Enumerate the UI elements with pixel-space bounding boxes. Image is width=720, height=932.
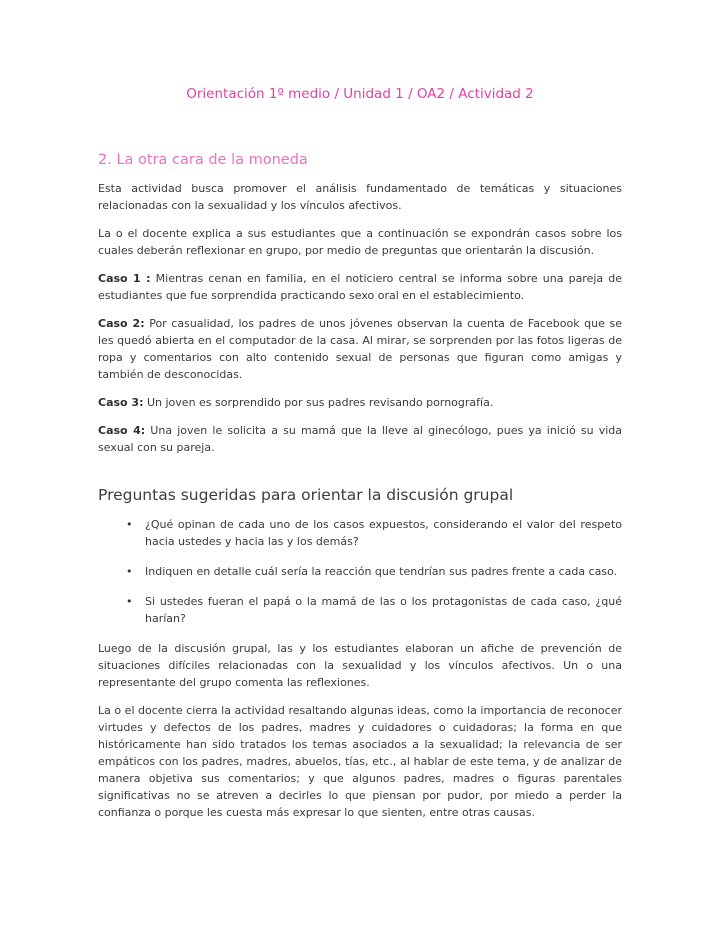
case-text: Un joven es sorprendido por sus padres revisando pornografía. [146,396,494,409]
case-paragraph [98,315,622,383]
intro-paragraph: Esta actividad busca promover el análisis fundamentado de temáticas y situaciones relacionadas con la sexualidad y los vínculos afectivos. [98,182,622,212]
case-label: Caso 1 : [98,272,151,285]
questions-heading: Preguntas sugeridas para orientar la discusión grupal [98,486,514,504]
case-label: Caso 2: [98,317,145,330]
document-title: Orientación 1º medio / Unidad 1 / OA2 / Actividad 2 [186,86,534,102]
document-page [98,0,622,821]
closing-paragraph: La o el docente cierra la actividad resaltando algunas ideas, como la importancia de reconocer virtudes y defectos de los padres, madres y cuidadores o cuidadoras; la forma en que históricamente han sido tratados los temas asociados a la sexualidad; la relevancia de ser empáticos con los padres, madres, abuelos, tías, etc., al hablar de este tema, y de analizar de manera objetiva sus comentarios; y que algunos padres, madres o figuras parentales significativas no se atreven a decirles lo que piensan por pudor, por miedo a perder la confianza o porque les cuesta más expresar lo que sienten, entre otras causas. [98,704,622,819]
question-item: • Si ustedes fueran el papá o la mamá de las o los protagonistas de cada caso, ¿qué harían? [145,593,622,627]
case-text: Una joven le solicita a su mamá que la lleve al ginecólogo, pues ya inició su vida sexual con su pareja. [98,424,623,454]
question-item: • Indiquen en detalle cuál sería la reacción que tendrían sus padres frente a cada caso. [145,563,622,580]
question-list [98,516,622,627]
case-label: Caso 3: [98,396,144,409]
case-text: Por casualidad, los padres de unos jóvenes observan la cuenta de Facebook que se les quedó abierta en el computador de la casa. Al mirar, se sorprenden por las fotos ligeras de ropa y comentarios con alto contenido sexual de personas que figuran como amigas y también de desconocidas. [98,317,622,381]
case-paragraph [98,394,622,411]
case-label: Caso 4: [98,424,146,437]
question-item: • ¿Qué opinan de cada uno de los casos expuestos, considerando el valor del respeto hacia ustedes y hacia las y los demás? [145,516,622,550]
case-text: Mientras cenan en familia, en el noticiero central se informa sobre una pareja de estudiantes que fue sorprendida practicando sexo oral en el establecimiento. [98,272,623,302]
section-heading: 2. La otra cara de la moneda [98,152,308,168]
case-paragraph [98,422,622,456]
closing-paragraph: Luego de la discusión grupal, las y los estudiantes elaboran un afiche de prevención de situaciones difíciles relacionadas con la sexualidad y los vínculos afectivos. Un o una representante del grupo comenta las reflexiones. [98,642,622,689]
intro-paragraph: La o el docente explica a sus estudiantes que a continuación se expondrán casos sobre los cuales deberán reflexionar en grupo, por medio de preguntas que orientarán la discusión. [98,227,622,257]
case-paragraph [98,270,622,304]
